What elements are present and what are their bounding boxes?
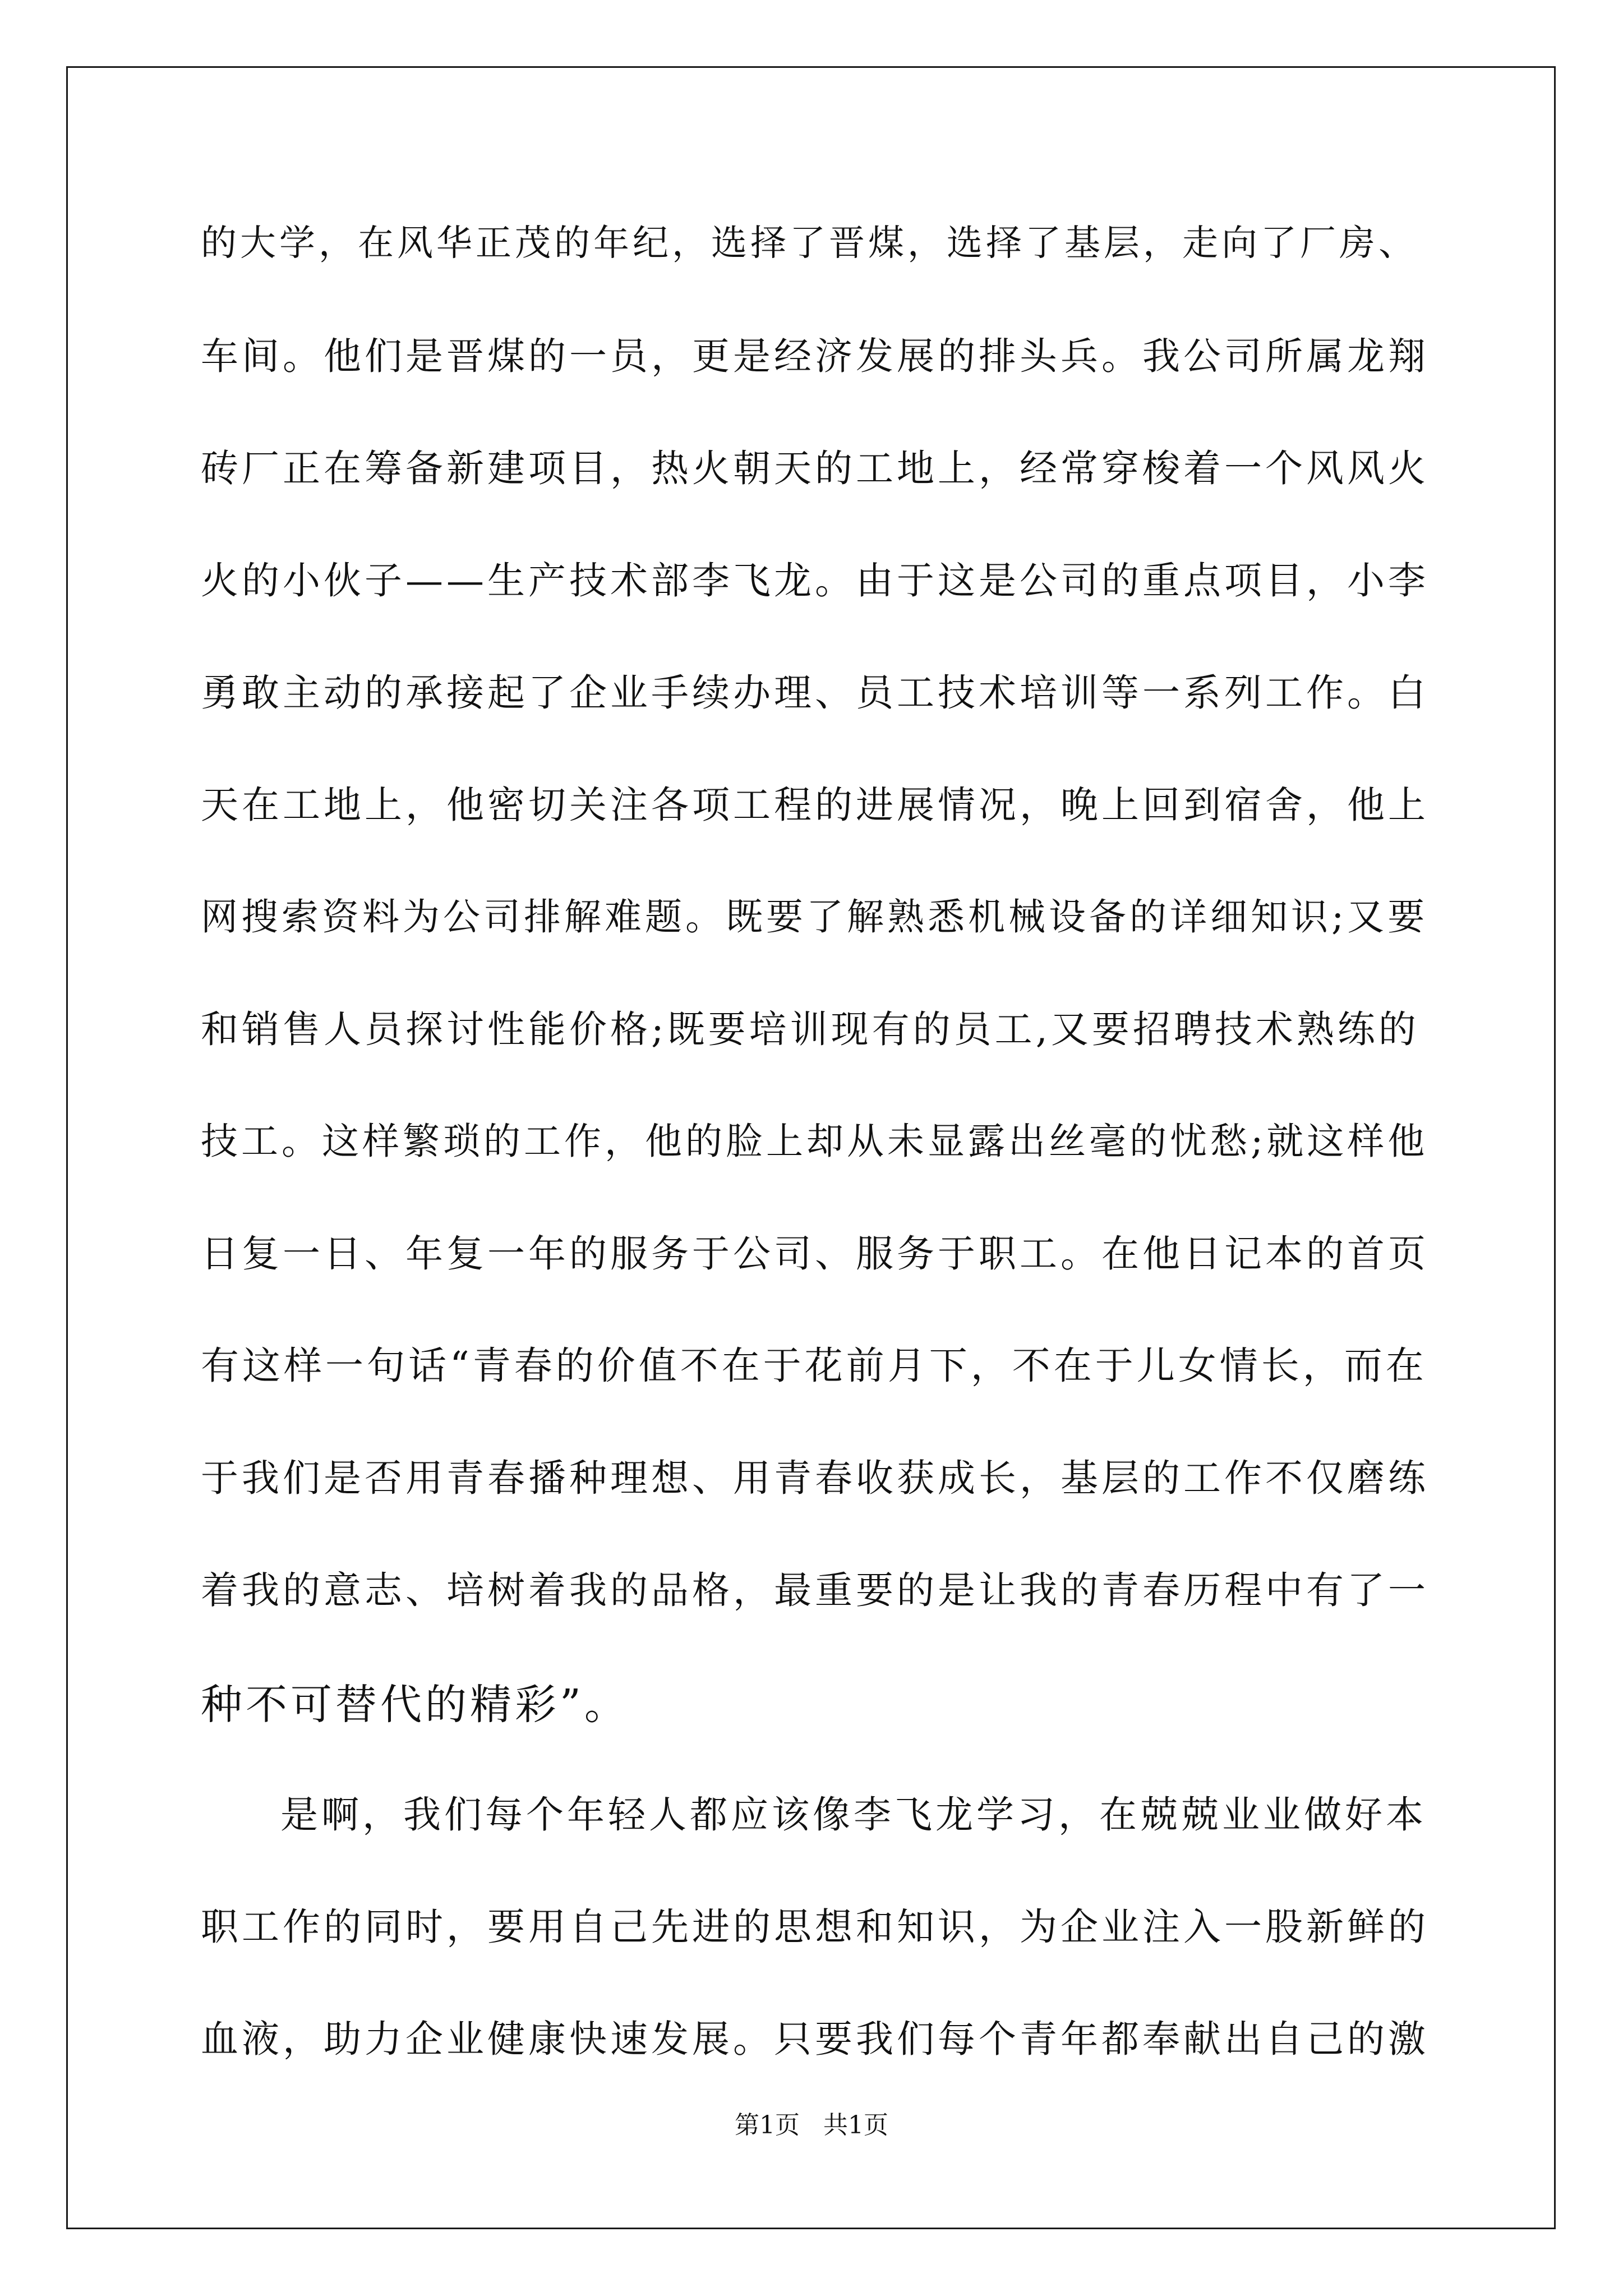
text-line: 血液，助力企业健康快速发展。只要我们每个青年都奉献出自己的激 [201,2017,1429,2061]
text-line: 的大学，在风华正茂的年纪，选择了晋煤，选择了基层，走向了厂房、 [201,223,1418,264]
text-line: 网搜索资料为公司排解难题。既要了解熟悉机械设备的详细知识;又要 [201,895,1428,938]
text-line: 种不可替代的精彩”。 [201,1681,629,1729]
text-line: 日复一日、年复一年的服务于公司、服务于职工。在他日记本的首页 [201,1232,1429,1276]
text-line: 职工作的同时，要用自己先进的思想和知识，为企业注入一股新鲜的 [201,1905,1429,1949]
paragraph-start-line: 是啊，我们每个年轻人都应该像李飞龙学习，在兢兢业业做好本 [280,1793,1427,1837]
text-line: 天在工地上，他密切关注各项工程的进展情况，晚上回到宿舍，他上 [201,783,1429,827]
text-line: 勇敢主动的承接起了企业手续办理、员工技术培训等一系列工作。白 [201,671,1429,715]
text-line: 车间。他们是晋煤的一员，更是经济发展的排头兵。我公司所属龙翔 [201,334,1429,378]
text-line: 有这样一句话“青春的价值不在于花前月下，不在于儿女情长，而在 [201,1344,1427,1388]
text-line: 火的小伙子——生产技术部李飞龙。由于这是公司的重点项目，小李 [201,559,1429,602]
text-line: 和销售人员探讨性能价格;既要培训现有的员工,又要招聘技术熟练的 [201,1007,1419,1051]
text-line: 于我们是否用青春播种理想、用青春收获成长，基层的工作不仅磨练 [201,1456,1429,1500]
text-line: 砖厂正在筹备新建项目，热火朝天的工地上，经常穿梭着一个风风火 [201,447,1429,490]
text-line: 着我的意志、培树着我的品格，最重要的是让我的青春历程中有了一 [201,1568,1429,1612]
text-line: 技工。这样繁琐的工作，他的脸上却从未显露出丝毫的忧愁;就这样他 [201,1120,1428,1163]
page-number-footer: 第1页 共1页 [735,2111,888,2139]
